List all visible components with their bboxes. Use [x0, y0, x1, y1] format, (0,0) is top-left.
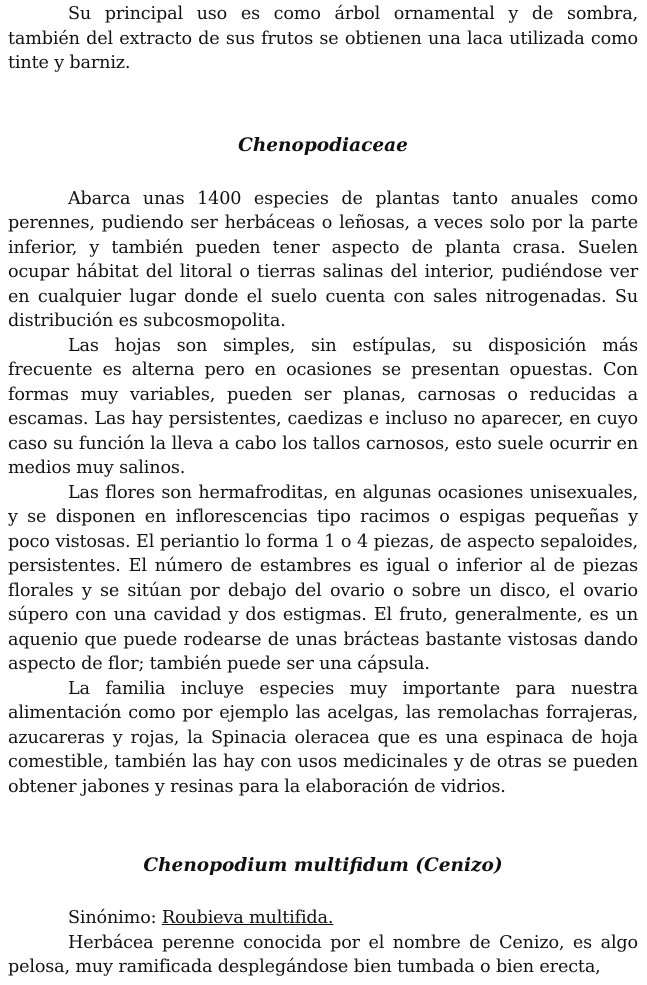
family-paragraph-distribution: Abarca unas 1400 especies de plantas tanto anuales como perennes, pudiendo ser herbáceas o leñosas, a veces solo por la parte inferior, y también pueden tener aspecto de planta crasa. Suelen ocupar hábitat del litoral o tierras salinas del interior, pudiéndose ver en cualquier lugar donde el suelo cuenta con sales nitrogenadas. Su distribución es subcosmopolita. — [8, 188, 638, 331]
family-paragraph-uses: La familia incluye especies muy importante para nuestra alimentación como por ejemplo las acelgas, las remolachas forrajeras, azucareras y rojas, la Spinacia oleracea que es una espinaca de hoja comestible, también las hay con usos medicinales y de otras se pueden obtener jabones y resinas para la elaboración de vidrios. — [8, 678, 638, 797]
family-heading: Chenopodiaceae — [238, 134, 408, 156]
family-paragraph-leaves: Las hojas son simples, sin estípulas, su disposición más frecuente es alterna pero en ocasiones se presentan opuestas. Con formas muy variables, pueden ser planas, carnosas o reducidas a escamas. Las hay persistentes, caedizas e incluso no aparecer, en cuyo caso su función la lleva a cabo los tallos carnosos, esto suele ocurrir en medios muy salinos. — [8, 335, 638, 478]
family-paragraph-flowers: Las flores son hermafroditas, en algunas ocasiones unisexuales, y se disponen en inflorescencias tipo racimos o espigas pequeñas y poco vistosas. El periantio lo forma 1 o 4 piezas, de aspecto sepaloides, persistentes. El número de estambres es igual o inferior al de piezas florales y se sitúan por debajo del ovario o sobre un disco, el ovario súpero con una cavidad y dos estigmas. El fruto, generalmente, es un aquenio que puede rodearse de unas brácteas bastante vistosas dando aspecto de flor; también puede ser una cápsula. — [8, 482, 638, 674]
document-page — [8, 2, 638, 980]
synonym-line — [8, 906, 638, 931]
synonym-label: Sinónimo: — [68, 908, 162, 928]
species-paragraph: Herbácea perenne conocida por el nombre de Cenizo, es algo pelosa, muy ramificada desplegándose bien tumbada o bien erecta, — [8, 932, 638, 977]
species-heading: Chenopodium multifidum (Cenizo) — [143, 855, 503, 876]
synonym-name: Roubieva multifida. — [161, 908, 334, 928]
intro-paragraph: Su principal uso es como árbol ornamental y de sombra, también del extracto de sus frutos se obtienen una laca utilizada como tinte y barniz. — [8, 4, 638, 73]
